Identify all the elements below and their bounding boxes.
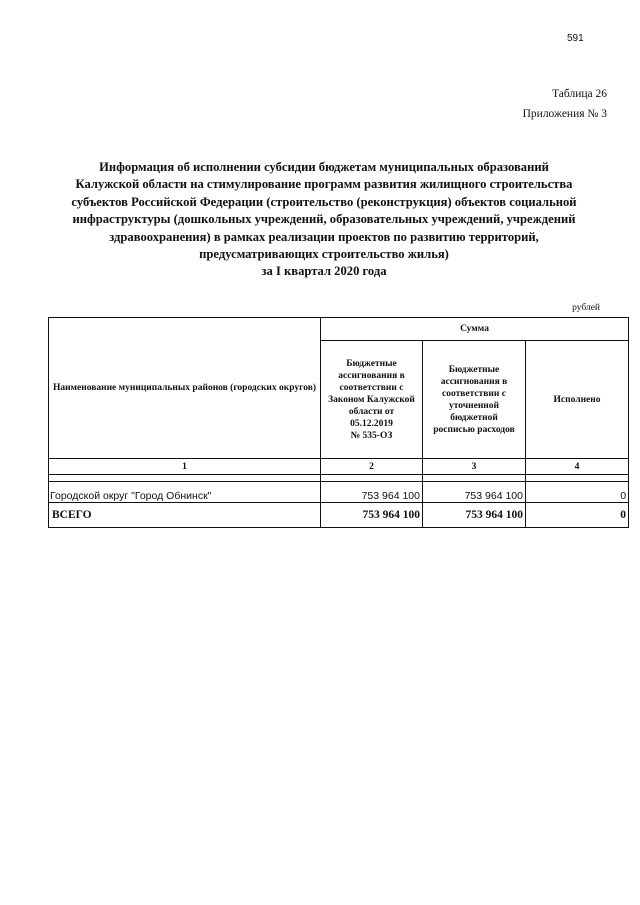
spacer-row <box>49 475 629 482</box>
title-line: Калужской области на стимулирование программ развития жилищного строительства <box>75 177 573 192</box>
header-line: Законом Калужской <box>328 394 415 405</box>
document-title <box>50 159 598 281</box>
header-line: № 535-ОЗ <box>350 430 393 441</box>
refined-amount: 753 964 100 <box>423 482 526 503</box>
header-line: 05.12.2019 <box>350 418 393 429</box>
title-line: здравоохранения) в рамках реализации проектов по развитию территорий, <box>109 229 539 244</box>
spacer-cell <box>49 475 321 482</box>
title-period: за I квартал 2020 года <box>261 264 387 279</box>
header-line: Бюджетные <box>448 364 500 375</box>
spacer-cell <box>321 475 423 482</box>
header-law-column <box>321 341 423 459</box>
header-line: ассигнования в <box>440 376 508 387</box>
header-name-column: Наименование муниципальных районов (городских округов) <box>49 318 321 459</box>
executed-amount: 0 <box>526 482 629 503</box>
report-table <box>48 317 629 528</box>
header-line: уточненной <box>448 400 499 411</box>
title-line: Информация об исполнении субсидии бюджетам муниципальных образований <box>99 160 549 174</box>
title-line: субъектов Российской Федерации (строительство (реконструкция) объектов социальной <box>71 194 577 209</box>
table-row <box>49 482 629 503</box>
header-done-column: Исполнено <box>526 341 629 459</box>
header-line: ассигнования в <box>338 370 405 381</box>
header-line: бюджетной <box>450 412 498 423</box>
header-line: соответствии с <box>339 382 404 393</box>
title-line: предусматривающих строительство жилья) <box>199 247 449 262</box>
header-line: соответствии с <box>442 388 506 399</box>
column-number: 3 <box>423 459 526 475</box>
column-number: 2 <box>321 459 423 475</box>
municipality-name: Городской округ "Город Обнинск" <box>49 482 321 503</box>
header-line: области от <box>348 406 395 417</box>
table-reference: Таблица 26 <box>552 88 607 100</box>
spacer-cell <box>423 475 526 482</box>
header-line: росписью расходов <box>433 424 515 435</box>
spacer-cell <box>526 475 629 482</box>
header-sum-group: Сумма <box>321 318 629 341</box>
units-label: рублей <box>572 303 600 313</box>
law-amount: 753 964 100 <box>321 482 423 503</box>
total-executed-amount: 0 <box>526 503 629 528</box>
column-number: 1 <box>49 459 321 475</box>
column-number: 4 <box>526 459 629 475</box>
page-number: 591 <box>567 33 584 44</box>
header-refined-column <box>423 341 526 459</box>
header-line: Бюджетные <box>346 358 397 369</box>
total-law-amount: 753 964 100 <box>321 503 423 528</box>
total-refined-amount: 753 964 100 <box>423 503 526 528</box>
title-line: инфраструктуры (дошкольных учреждений, образовательных учреждений, учреждений <box>72 212 576 227</box>
total-label: ВСЕГО <box>49 503 321 528</box>
total-row <box>49 503 629 528</box>
appendix-reference: Приложения № 3 <box>522 108 607 120</box>
